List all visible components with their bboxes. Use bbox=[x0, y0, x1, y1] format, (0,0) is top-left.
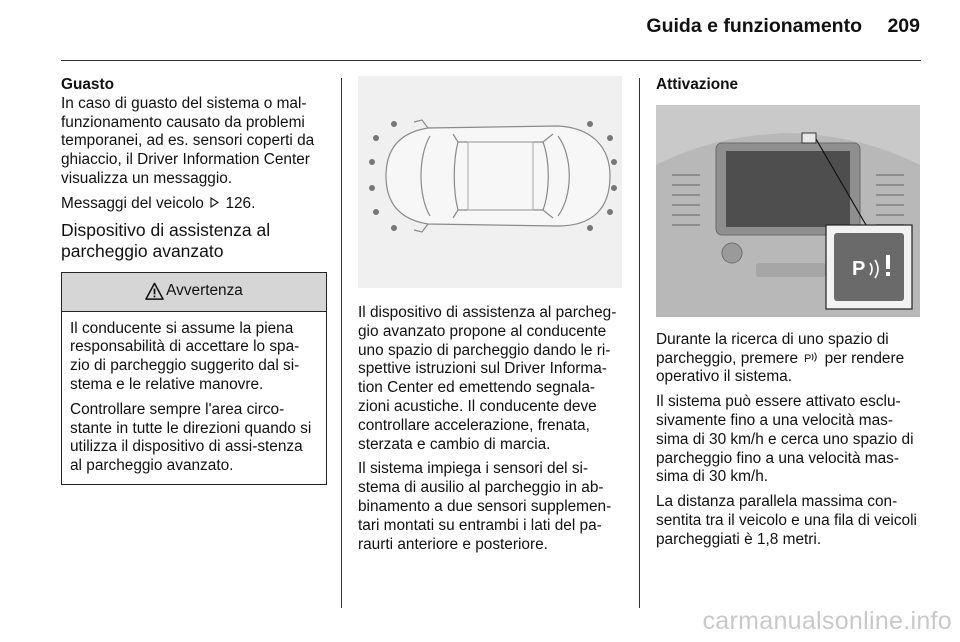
dashboard-park-button-photo bbox=[656, 105, 920, 317]
messages-reference bbox=[61, 195, 327, 214]
header-title: Guida e funzionamento bbox=[646, 15, 862, 37]
watermark: carmanualsonline.info bbox=[702, 607, 952, 635]
warning-triangle-icon bbox=[145, 282, 164, 301]
warning-body bbox=[62, 312, 326, 484]
section-heading: Dispositivo di assistenza al parcheggio avanzato bbox=[61, 219, 271, 261]
page-number: 209 bbox=[887, 15, 920, 37]
activation-paragraph bbox=[656, 331, 922, 387]
activation-text: per rendere operativo il sistema. bbox=[656, 349, 905, 386]
svg-text:P: P bbox=[852, 257, 866, 280]
warning-header bbox=[62, 273, 326, 312]
arrow-reference-icon bbox=[210, 197, 219, 208]
header-rule bbox=[61, 60, 921, 61]
description-paragraph: Il dispositivo di assistenza al parcheg-gio avanzato propone al conducente uno spazio di parcheggio dando le ri-spettive istruzioni sul Driver Informa-tion Center ed emettendo segnala-zioni acustiche. Il conducente deve controllare accelerazione, frenata, sterzata e cambio di marcia. bbox=[358, 304, 617, 453]
fault-title: Guasto bbox=[61, 76, 115, 93]
park-assist-icon bbox=[804, 351, 818, 364]
fault-text: In caso di guasto del sistema o mal-funzionamento causato da problemi temporanei, ad es. sensori coperti da ghiaccio, il Driver Information Center visualizza un messaggio. bbox=[61, 94, 315, 187]
middle-column bbox=[358, 76, 624, 560]
column-divider bbox=[341, 78, 342, 608]
messages-page-link[interactable]: 126. bbox=[225, 194, 256, 212]
distance-paragraph: La distanza parallela massima con-sentita tra il veicolo e una fila di veicoli parcheggiati è 1,8 metri. bbox=[656, 493, 917, 548]
activation-text: Durante la ricerca di uno spazio di parcheggio, premere bbox=[656, 330, 889, 367]
messages-label: Messaggi del veicolo bbox=[61, 194, 204, 212]
warning-paragraph: Il conducente si assume la piena responsabilità di accettare lo spa-zio di parcheggio suggerito dal si-stema e le relative manovre. bbox=[70, 319, 300, 393]
column-divider bbox=[639, 78, 640, 608]
car-sensor-diagram bbox=[358, 76, 622, 288]
activation-heading: Attivazione bbox=[656, 76, 739, 93]
left-column bbox=[61, 76, 327, 485]
speed-paragraph: Il sistema può essere attivato esclu-sivamente fino a una velocità mas-sima di 30 km/h e cerca uno spazio di parcheggio fino a una velocità mas-sima di 30 km/h. bbox=[656, 393, 914, 486]
warning-box bbox=[61, 272, 327, 485]
warning-title: Avvertenza bbox=[166, 282, 243, 300]
svg-text:P: P bbox=[804, 352, 812, 364]
description-paragraph: Il sistema impiega i sensori del si-stema di ausilio al parcheggio in ab-binamento a due sensori supplemen-tari montati su entrambi i lati del pa-raurti anteriore e posteriore. bbox=[358, 460, 612, 553]
right-column bbox=[656, 76, 922, 556]
warning-paragraph: Controllare sempre l'area circo-stante in tutte le direzioni quando si utilizza il dispositivo di assi-stenza al parcheggio avanzato. bbox=[70, 400, 312, 475]
